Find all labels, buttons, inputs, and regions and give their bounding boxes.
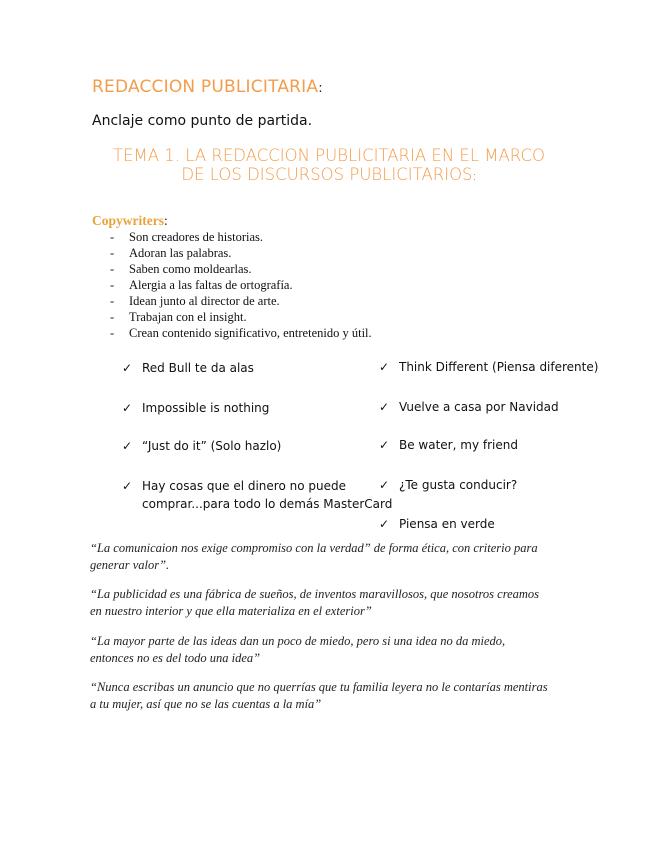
slogan-item bbox=[379, 358, 598, 376]
check-icon: ✓ bbox=[379, 360, 390, 374]
dash-bullet: - bbox=[110, 294, 115, 308]
check-icon: ✓ bbox=[122, 361, 133, 375]
slogan-item bbox=[122, 437, 281, 455]
quote-line: “La mayor parte de las ideas dan un poco de miedo, pero si una idea no da miedo, bbox=[90, 634, 506, 648]
quote-line: en nuestro interior y que ella materializa en el exterior” bbox=[90, 604, 372, 618]
list-item-text: Alergia a las faltas de ortografía. bbox=[129, 278, 293, 292]
list-item bbox=[110, 277, 372, 293]
list-item-text: Crean contenido significativo, entretenido y útil. bbox=[129, 326, 372, 340]
slogan-text: “Just do it” (Solo hazlo) bbox=[142, 439, 282, 453]
list-item-text: Adoran las palabras. bbox=[129, 246, 232, 260]
main-title-colon: : bbox=[318, 81, 323, 96]
list-item bbox=[110, 261, 372, 277]
quote-line: generar valor”. bbox=[90, 558, 170, 572]
check-icon: ✓ bbox=[379, 438, 390, 452]
quote-line: a tu mujer, así que no se las cuentas a la mía” bbox=[90, 697, 322, 711]
slogan-text: Be water, my friend bbox=[399, 438, 518, 452]
slogan-text: Vuelve a casa por Navidad bbox=[399, 400, 559, 414]
check-icon: ✓ bbox=[122, 401, 133, 415]
dash-bullet: - bbox=[110, 310, 115, 324]
list-item bbox=[110, 325, 372, 341]
list-item bbox=[110, 245, 372, 261]
slogan-item bbox=[122, 477, 392, 513]
check-icon: ✓ bbox=[122, 479, 133, 493]
slogan-text: ¿Te gusta conducir? bbox=[399, 478, 518, 492]
section-heading-colon: : bbox=[472, 169, 477, 183]
main-title bbox=[92, 77, 323, 97]
slogan-item bbox=[122, 399, 269, 417]
copywriters-label-colon: : bbox=[163, 213, 168, 228]
slogan-text: Hay cosas que el dinero no puede bbox=[142, 479, 346, 493]
quote bbox=[90, 586, 580, 620]
main-title-text: REDACCION PUBLICITARIA bbox=[92, 77, 319, 97]
section-heading-line-1: TEMA 1. LA REDACCION PUBLICITARIA EN EL MARCO bbox=[113, 146, 545, 165]
quote-line: entonces no es del todo una idea” bbox=[90, 651, 261, 665]
dash-bullet: - bbox=[110, 262, 115, 276]
quote bbox=[90, 633, 580, 667]
section-heading-line-2 bbox=[60, 165, 598, 186]
slogan-item bbox=[379, 436, 518, 454]
list-item-text: Saben como moldearlas. bbox=[129, 262, 252, 276]
slogan-text: Think Different (Piensa diferente) bbox=[399, 360, 599, 374]
check-icon: ✓ bbox=[379, 400, 390, 414]
section-heading-line-2-text: DE LOS DISCURSOS PUBLICITARIOS bbox=[181, 165, 473, 184]
slogan-text: Impossible is nothing bbox=[142, 401, 270, 415]
dash-bullet: - bbox=[110, 326, 115, 340]
list-item bbox=[110, 229, 372, 245]
slogan-text-line-2: comprar...para todo lo demás MasterCard bbox=[142, 497, 393, 511]
slogan-item bbox=[379, 515, 495, 533]
slogan-item bbox=[379, 398, 559, 416]
section-heading bbox=[60, 146, 598, 186]
quote-line: “La comunicaion nos exige compromiso con la verdad” de forma ética, con criterio para bbox=[90, 541, 538, 555]
slogan-text: Red Bull te da alas bbox=[142, 361, 254, 375]
check-icon: ✓ bbox=[122, 439, 133, 453]
copywriters-label bbox=[92, 213, 168, 229]
list-item bbox=[110, 309, 372, 325]
slogan-item bbox=[122, 359, 254, 377]
copywriters-label-text: Copywriters bbox=[92, 213, 164, 228]
slogan-item bbox=[379, 476, 517, 494]
dash-bullet: - bbox=[110, 230, 115, 244]
check-icon: ✓ bbox=[379, 478, 390, 492]
subtitle: Anclaje como punto de partida. bbox=[92, 113, 313, 129]
quote bbox=[90, 679, 580, 713]
quote-line: “La publicidad es una fábrica de sueños, de inventos maravillosos, que nosotros creamos bbox=[90, 587, 540, 601]
list-item bbox=[110, 293, 372, 309]
quote-line: “Nunca escribas un anuncio que no querrías que tu familia leyera no le contarías mentiras bbox=[90, 680, 548, 694]
slogan-text: Piensa en verde bbox=[399, 517, 495, 531]
dash-bullet: - bbox=[110, 278, 115, 292]
quote bbox=[90, 540, 580, 574]
check-icon: ✓ bbox=[379, 517, 390, 531]
list-item-text: Son creadores de historias. bbox=[129, 230, 263, 244]
copywriters-list bbox=[110, 229, 372, 341]
list-item-text: Trabajan con el insight. bbox=[129, 310, 247, 324]
dash-bullet: - bbox=[110, 246, 115, 260]
list-item-text: Idean junto al director de arte. bbox=[129, 294, 280, 308]
